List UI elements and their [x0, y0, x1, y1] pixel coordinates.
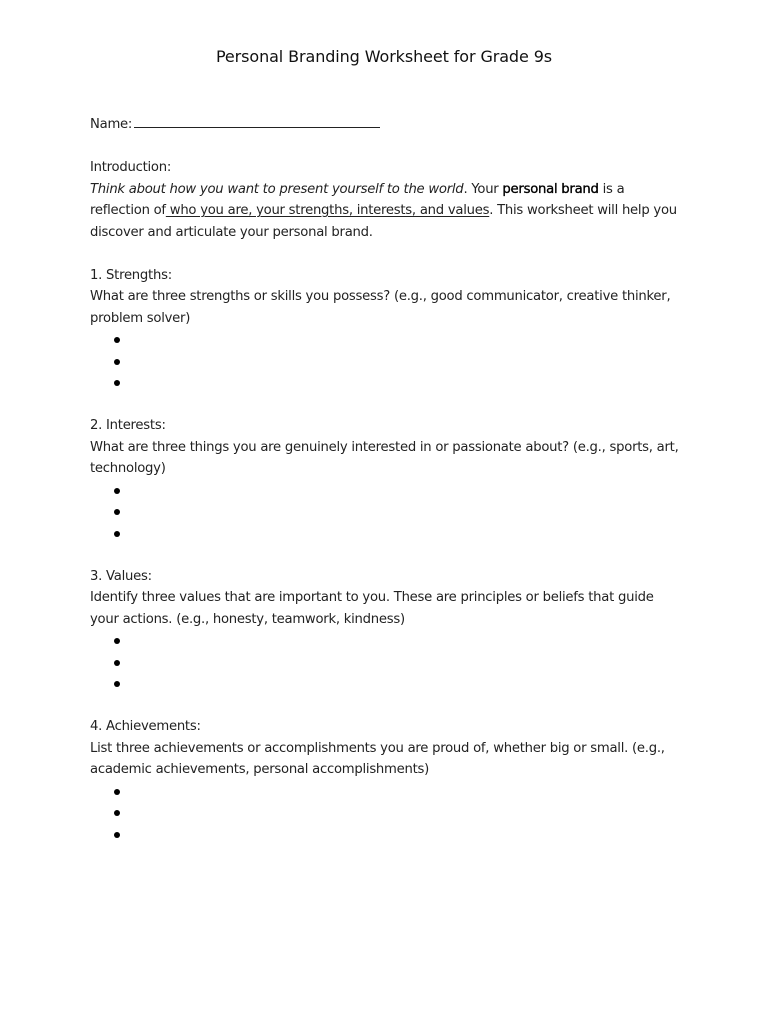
- intro-bold-text: personal brand: [502, 181, 599, 197]
- bullet-dot-icon: [114, 789, 120, 795]
- answer-bullet[interactable]: [90, 673, 690, 695]
- answer-bullet[interactable]: [90, 523, 690, 545]
- section-question: List three achievements or accomplishments you are proud of, whether big or small. (e.g., academic achievements, personal accomplishments): [90, 740, 665, 777]
- name-row: [90, 114, 690, 136]
- bullet-dot-icon: [114, 509, 120, 515]
- bullet-dot-icon: [114, 681, 120, 687]
- answer-list: [90, 480, 690, 545]
- section-question: What are three strengths or skills you possess? (e.g., good communicator, creative thinker, problem solver): [90, 289, 671, 326]
- answer-list: [90, 630, 690, 695]
- bullet-dot-icon: [114, 832, 120, 838]
- introduction-paragraph: [90, 179, 680, 244]
- section-heading: 2. Interests:: [90, 418, 166, 433]
- worksheet-section: [90, 415, 690, 544]
- spacer: [90, 544, 690, 566]
- section-heading: 4. Achievements:: [90, 719, 201, 734]
- bullet-dot-icon: [114, 488, 120, 494]
- intro-after-italic: . Your: [463, 181, 503, 197]
- answer-bullet[interactable]: [90, 372, 690, 394]
- answer-bullet[interactable]: [90, 480, 690, 502]
- answer-bullet[interactable]: [90, 630, 690, 652]
- spacer: [90, 394, 690, 416]
- bullet-dot-icon: [114, 810, 120, 816]
- page-title: Personal Branding Worksheet for Grade 9s: [215, 47, 553, 66]
- intro-underlined-text: who you are, your strengths, interests, and values: [165, 203, 490, 218]
- bullet-dot-icon: [114, 337, 120, 343]
- spacer: [90, 695, 690, 717]
- worksheet-section: [90, 265, 690, 394]
- answer-bullet[interactable]: [90, 802, 690, 824]
- name-label: Name:: [90, 117, 133, 132]
- answer-list: [90, 781, 690, 846]
- worksheet-section: [90, 716, 690, 845]
- answer-bullet[interactable]: [90, 652, 690, 674]
- bullet-dot-icon: [114, 660, 120, 666]
- sections-list: [90, 243, 690, 845]
- answer-bullet[interactable]: [90, 351, 690, 373]
- worksheet-content: [90, 114, 690, 845]
- bullet-dot-icon: [114, 359, 120, 365]
- answer-bullet[interactable]: [90, 781, 690, 803]
- answer-bullet[interactable]: [90, 329, 690, 351]
- spacer: [90, 136, 690, 158]
- section-question: What are three things you are genuinely interested in or passionate about? (e.g., sports, art, technology): [90, 439, 679, 476]
- spacer: [90, 243, 690, 265]
- answer-bullet[interactable]: [90, 501, 690, 523]
- bullet-dot-icon: [114, 638, 120, 644]
- intro-before-underline: is a reflection of: [90, 181, 625, 218]
- introduction-heading: Introduction:: [90, 160, 172, 175]
- intro-italic-text: Think about how you want to present yourself to the world: [90, 181, 464, 197]
- name-blank-line[interactable]: [134, 115, 380, 128]
- bullet-dot-icon: [114, 531, 120, 537]
- section-heading: 1. Strengths:: [90, 267, 172, 283]
- bullet-dot-icon: [114, 380, 120, 386]
- worksheet-section: [90, 566, 690, 695]
- answer-list: [90, 329, 690, 394]
- intro-closing-text: . This worksheet will help you discover and articulate your personal brand.: [90, 203, 677, 240]
- section-heading: 3. Values:: [90, 568, 152, 584]
- answer-bullet[interactable]: [90, 824, 690, 846]
- section-question: Identify three values that are important to you. These are principles or beliefs that guide your actions. (e.g., honesty, teamwork, kindness): [90, 590, 654, 627]
